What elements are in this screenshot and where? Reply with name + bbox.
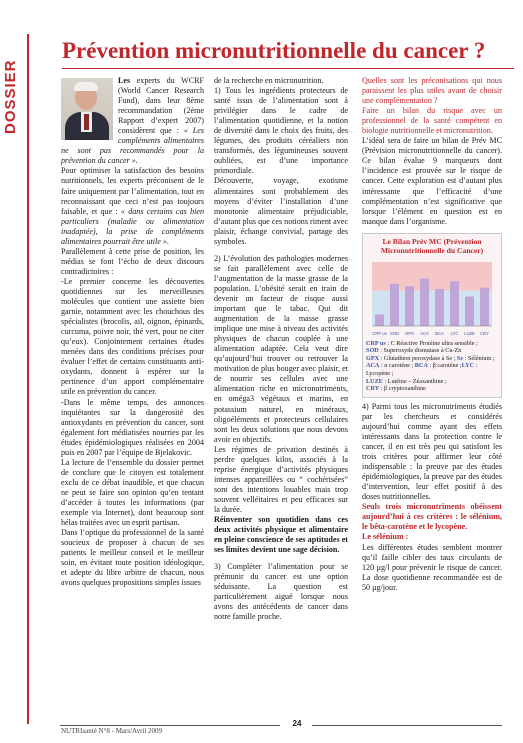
- legend-key: LYC: [461, 362, 475, 370]
- legend-text: : β carotène ;: [427, 362, 462, 370]
- paragraph: 2) L’évolution des pathologies modernes se fait parallèlement avec celle de l’augmentation de la masse grasse de la population. L’obésité serait en train de devenir un facteur de risque aussi important que le tabac. Qui dit augmentation de la masse grasse implique une mise à niveau des activités physiques de chacun couplée à une alimentation adaptée. Cela veut dire qu’aujourd’hui trouver ou retrouver la motivation de plus bouger avec plaisir, et de nourrir ses cellules avec une alimentation riche en micronutriments, en oméga3 végétaux et marins, en potassium naturel, en minéraux, oligoéléments et protecteurs cellulaires sont les deux solutions que nous devons avoir en objectifs.: [214, 253, 348, 444]
- paragraph: L’idéal sera de faire un bilan de Prév MC (Prévision micronutritionnelle du cancer). Ce bilan évalue 9 marqueurs dont l’incidence est prouvée sur le risque de cancer. Cette exploration est d’autant plus intéressante que l’efficacité d’une complémentation n’est significative que lorsque l’élément en question est en manque dans l’organisme.: [362, 136, 502, 226]
- paragraph: 4) Parmi tous les micronutriments étudiés par les chercheurs et considérés aujourd’hui comme ayant des effets intéressants dans la protection contre le cancer, il en est très peu qui satisfont les trois critères pour affirmer leur côté indispensable : la preuve par des études épidémiologiques, la preuve par des études d’intervention, leur effet positif à des doses nutritionnelles.: [362, 401, 502, 502]
- legend-key: CRY: [366, 385, 380, 393]
- paragraph: Découverte, voyage, exotisme alimentaires sont probablement des moyens d’éviter l’installation d’une monotonie alimentaire préjudiciable, d’autant plus que ces notions riment avec plaisir, échange convivial, partage des symboles.: [214, 176, 348, 246]
- legend-text: : Sélénium ;: [463, 354, 495, 362]
- chart-bar: [450, 281, 459, 326]
- paragraph: 1) Tous les ingrédients protecteurs de santé issus de l’alimentation sont à privilégier dans le cadre de l’alimentation quotidienne, et la notion de diversité dans le choix des fruits, des légumes, des produits céréaliers non transformés, des légumineuses souvent oubliées, est d’une importance primordiale.: [214, 86, 348, 176]
- red-recommendation: Faire un bilan du risque avec un professionnel de la santé compétent en biologie nutritionnelle et micronutrition.: [362, 106, 502, 136]
- chart-tick-label: BCA: [435, 330, 444, 336]
- paragraph: Pour optimiser la satisfaction des besoins nutritionnels, les experts préconisent de le faire uniquement par l’alimentation, tout en reconnaissant que ceci n’est pas toujours faisable, et que : « dans certains cas bien particuliers (maladie ou alimentation inadaptée), la prise de compléments alimentaires pourrait être utile ».: [61, 166, 204, 246]
- article-title: Prévention micronutritionnelle du cancer ?: [62, 38, 486, 63]
- footer-rule: [312, 725, 502, 726]
- prev-mc-chart: [362, 233, 502, 398]
- author-portrait: [61, 78, 113, 140]
- paragraph: 3) Compléter l’alimentation pour se prémunir du cancer est une option séduisante. La question est particulièrement aiguë lorsque nous avons des antécédents de cancer dans notre famille proche.: [214, 562, 348, 622]
- highlight-paragraph: Réinventer son quotidien dans ces deux activités physique et alimentaire en pleine conscience de ses aptitudes et ses limites devient une sage décision.: [214, 515, 348, 555]
- section-rule: [27, 34, 29, 724]
- red-question: Quelles sont les préconisations qui nous paraissent les plus utiles avant de choisir une complémentation ?: [362, 76, 502, 106]
- chart-tick-label: LUZE: [464, 330, 475, 336]
- paragraph: Dans l’optique du professionnel de la santé soucieux de proposer à chacun de ses patients le meilleur conseil et le meilleur soin, en évitant toute position idéologique, et adepte du libre arbitre de chacun, nous avons quelques propositions simples issues: [61, 528, 204, 588]
- intro-quote: « Les compléments alimentaires ne sont pas recommandés pour la prévention du cancer ».: [61, 126, 204, 166]
- section-label: DOSSIER: [2, 59, 19, 135]
- footer-rule: [60, 725, 280, 726]
- legend-key: Se: [456, 354, 464, 362]
- article-column-3: [362, 76, 502, 722]
- chart-bar: [465, 296, 474, 325]
- intro-lead: Les: [118, 76, 131, 85]
- paragraph: -Dans le même temps, des annonces inquiétantes sur la dangerosité des antioxydants en prévention du cancer, sont également fort médiatisées nourries par les études épidémiologiques réalisées en 2004 puis en 2007 par l’équipe de Bjelakovic.: [61, 397, 204, 457]
- legend-text: : β cryptoxanthine: [379, 385, 426, 393]
- chart-tick-label: SOD: [389, 330, 400, 336]
- chart-bar: [405, 286, 414, 326]
- paragraph: La lecture de l’ensemble du dossier permet de conclure que le citoyen est totalement exclu de ce débat inaudible, et que chacun ne peut se faire son opinion qu’en tentant d’accéder à toutes les informations (par exemple via Internet), dont beaucoup sont hélas traitées avec un esprit partisan.: [61, 457, 204, 528]
- legend-key: ACA: [366, 362, 380, 370]
- chart-bar: [420, 278, 429, 325]
- chart-tick-label: CRP us: [372, 330, 387, 336]
- paragraph: Les régimes de privation destinés à perdre quelques kilos, associés à la reprise énergique d’activités physiques intenses appareillées ou “ cochérisées” sont des intentions louables mais trop souvent velléitaires et peu efficaces sur la durée.: [214, 444, 348, 514]
- legend-key: BCA: [414, 362, 428, 370]
- legend-key: GPX: [366, 354, 380, 362]
- legend-key: LUZE: [366, 377, 383, 385]
- chart-tick-label: ACA: [420, 330, 429, 336]
- paragraph: Les différentes études semblent montrer qu’il faille cibler des taux circulants de 120 μg/l pour prévenir le risque de cancer. La dose quotidienne recommandée est de 50 μg/jour.: [362, 542, 502, 592]
- legend-text: : Lycopène ;: [366, 362, 478, 378]
- article-column-1: [61, 76, 204, 722]
- page-number: 24: [292, 719, 302, 728]
- chart-legend: [366, 340, 498, 393]
- chart-tick-label: CRY: [480, 330, 489, 336]
- chart-bar: [375, 314, 384, 326]
- legend-text: : C Réactive Protéine ultra sensible ;: [385, 339, 478, 347]
- article-column-2: [214, 76, 348, 722]
- chart-tick-label: LYC: [450, 330, 459, 336]
- footer-publication: NUTRIsanté N°8 - Mars/Avril 2009: [61, 727, 163, 735]
- intro-text: experts du WCRF (World Cancer Research Fund), dans leur 8ème recommandation (2ème Rapport d’expert 2007) considèrent que :: [118, 76, 204, 136]
- selenium-heading: Le sélénium :: [362, 532, 409, 542]
- legend-key: SOD: [366, 347, 379, 355]
- bar-chart: [368, 258, 496, 338]
- legend-text: : α carotène ;: [379, 362, 415, 370]
- legend-key: CRP us: [366, 339, 386, 347]
- chart-bar: [480, 287, 489, 325]
- legend-text: : Lutéine – Zéaxanthine ;: [382, 377, 447, 385]
- chart-title: Le Bilan Prév MC (Prévention Micronutritionnelle du Cancer): [380, 236, 484, 255]
- title-rule: [62, 68, 514, 69]
- paragraph: -Le premier concerne les découvertes quotidiennes sur les merveilleuses molécules que contient une assiette bien garnie, notamment avec les chouchous des spécialistes (brocolis, ail, oignon, épinards, curcuma, poivre noir, thé vert, pour ne citer qu’eux). Conjointement certaines études menées dans des conditions précises pour évaluer l’effet de certains constituants anti-oxydants, donnent à espérer sur la pertinence d’un apport complémentaire utile en prévention du cancer.: [61, 276, 204, 397]
- red-highlight: Seuls trois micronutriments obéissent aujourd’hui à ces critères : le sélénium, le bêta-carotène et le lycopène.: [362, 502, 502, 532]
- paragraph: Parallèlement à cette prise de position, les médias se font l’écho de deux discours contradictoires :: [61, 246, 204, 276]
- legend-text: : Superoxyde dismutase à Cu-Zn: [378, 347, 462, 355]
- chart-bar: [390, 283, 399, 325]
- chart-tick-label: GPX: [405, 330, 414, 336]
- legend-text: : Glutathion peroxydase à Se ;: [379, 354, 457, 362]
- chart-bar: [435, 289, 444, 326]
- paragraph: de la recherche en micronutrition.: [214, 76, 324, 85]
